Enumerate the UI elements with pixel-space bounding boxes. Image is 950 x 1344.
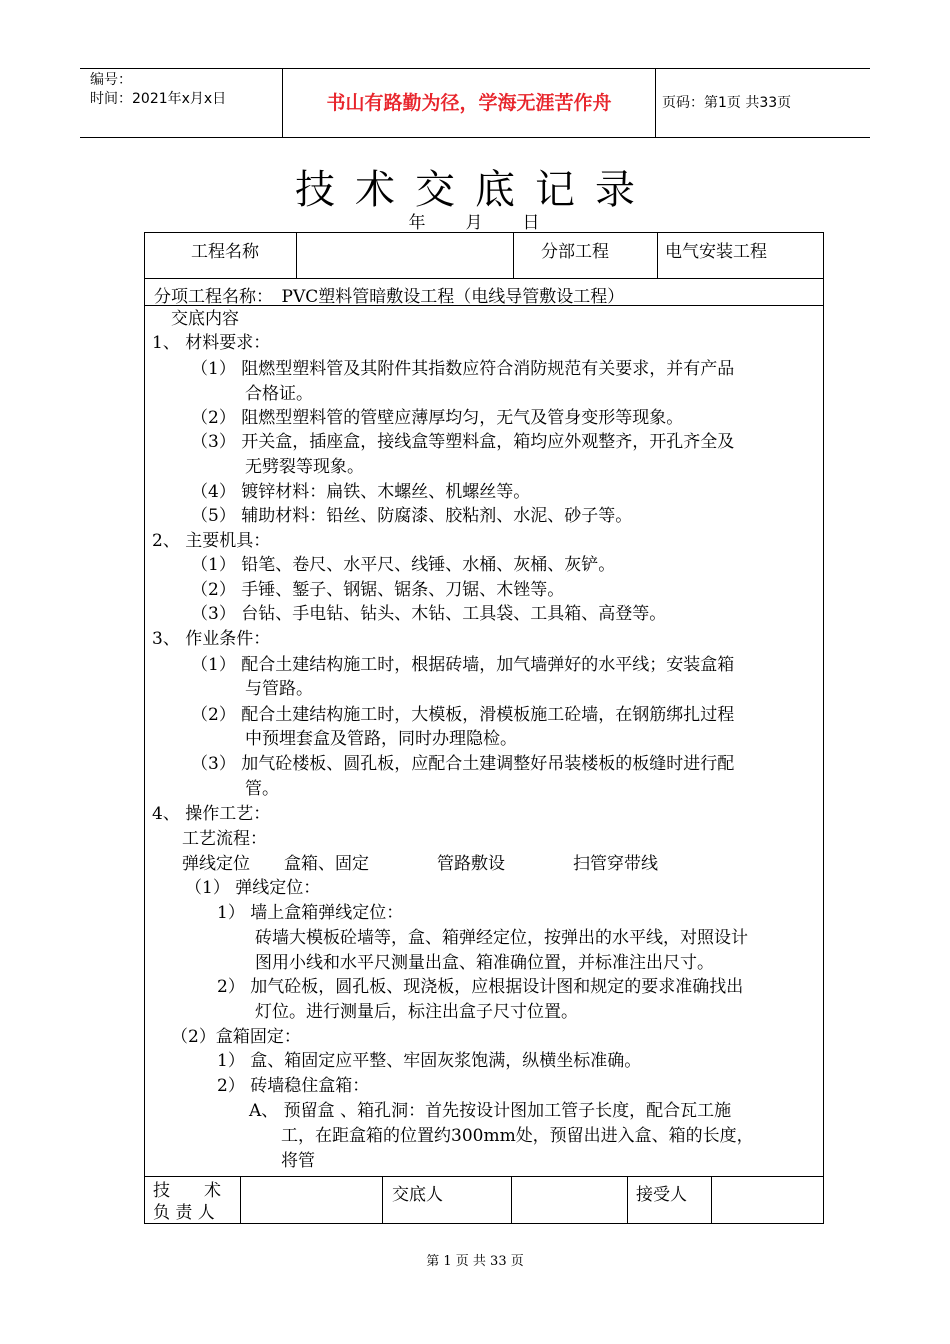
col-divider [627, 1176, 628, 1224]
row-divider [145, 278, 823, 279]
content-line: 3、 作业条件： [152, 629, 271, 649]
division-value: 电气安装工程 [665, 242, 767, 262]
tech-lead-label-line2: 负 责 人 [153, 1203, 215, 1223]
content-line: 工，在距盒箱的位置约300mm处，预留出进入盒、箱的长度， [281, 1126, 754, 1146]
col-divider [511, 1176, 512, 1224]
content-line: （3） 开关盒，插座盒，接线盒等塑料盒，箱均应外观整齐，开孔齐全及 [191, 432, 735, 452]
page-footer: 第 1 页 共 33 页 [426, 1254, 524, 1269]
content-line: （4） 镀锌材料：扁铁、木螺丝、机螺丝等。 [191, 482, 531, 502]
content-line: （2） 阻燃型塑料管的管壁应薄厚均匀，无气及管身变形等现象。 [191, 408, 684, 428]
content-line: 1） 墙上盒箱弹线定位： [217, 903, 404, 923]
header-motto: 书山有路勤为径，学海无涯苦作舟 [282, 69, 656, 137]
col-divider [240, 1176, 241, 1224]
header-page-number: 页码：第1页 共33页 [662, 95, 792, 111]
content-line: 与管路。 [245, 679, 313, 699]
content-line: （1） 配合土建结构施工时，根据砖墙，加气墙弹好的水平线；安装盒箱 [191, 655, 735, 675]
content-line: 2、 主要机具： [152, 531, 271, 551]
content-line: 将管 [281, 1151, 315, 1171]
date-line: 年 月 日 [408, 213, 542, 233]
content-line: 管。 [245, 779, 279, 799]
col-divider [657, 233, 658, 278]
content-heading: 交底内容 [171, 309, 239, 329]
col-divider [513, 233, 514, 278]
content-line: 4、 操作工艺： [152, 804, 271, 824]
content-line: 1） 盒、箱固定应平整、牢固灰浆饱满，纵横坐标准确。 [217, 1051, 642, 1071]
content-line: （3） 加气砼楼板、圆孔板，应配合土建调整好吊装楼板的板缝时进行配 [191, 754, 735, 774]
content-line: （1） 铅笔、卷尺、水平尺、线锤、水桶、灰桶、灰铲。 [191, 555, 616, 575]
col-divider [711, 1176, 712, 1224]
document-time: 时间：2021年x月x日 [90, 91, 227, 107]
content-line: （1） 阻燃型塑料管及其附件其指数应符合消防规范有关要求，并有产品 [191, 359, 735, 379]
row-divider [145, 1176, 823, 1177]
header-meta [80, 69, 282, 137]
content-line: 工艺流程： [182, 829, 267, 849]
content-line: （5） 辅助材料：铅丝、防腐漆、胶粘剂、水泥、砂子等。 [191, 506, 633, 526]
content-line: 弹线定位 盒箱、固定 管路敷设 扫管穿带线 [182, 854, 658, 874]
content-line: 2） 砖墙稳住盒箱： [217, 1076, 370, 1096]
content-line: 1、 材料要求： [152, 333, 271, 353]
project-name-label: 工程名称 [191, 242, 259, 262]
content-line: 合格证。 [245, 384, 313, 404]
tech-lead-label [153, 1180, 221, 1224]
tech-lead-label-line1: 技 术 [153, 1181, 221, 1201]
page-title: 技术交底记录 [295, 167, 655, 213]
document-header [80, 68, 870, 138]
content-line: 图用小线和水平尺测量出盒、箱准确位置，并标准注出尺寸。 [255, 953, 714, 973]
col-divider [296, 233, 297, 278]
division-label: 分部工程 [541, 242, 609, 262]
discloser-label: 交底人 [392, 1185, 443, 1205]
content-line: A、 预留盒 、箱孔洞：首先按设计图加工管子长度，配合瓦工施 [249, 1101, 732, 1121]
document-number: 编号： [90, 72, 132, 88]
content-line: 中预埋套盒及管路，同时办理隐检。 [245, 729, 517, 749]
content-line: 2） 加气砼板，圆孔板、现浇板，应根据设计图和规定的要求准确找出 [217, 977, 744, 997]
content-line: （2）盒箱固定： [171, 1027, 301, 1047]
receiver-label: 接受人 [636, 1185, 687, 1205]
content-line: （3） 台钻、手电钻、钻头、木钻、工具袋、工具箱、高登等。 [191, 604, 667, 624]
content-line: （2） 手锤、錾子、钢锯、锯条、刀锯、木锉等。 [191, 580, 565, 600]
content-line: （1） 弹线定位： [185, 878, 321, 898]
disclosure-form [144, 232, 824, 1224]
col-divider [382, 1176, 383, 1224]
content-line: 无劈裂等现象。 [245, 457, 364, 477]
content-line: 砖墙大模板砼墙等，盒、箱弹经定位，按弹出的水平线，对照设计 [255, 928, 748, 948]
subitem-name: 分项工程名称： PVC塑料管暗敷设工程（电线导管敷设工程） [154, 287, 625, 307]
content-line: （2） 配合土建结构施工时，大模板，滑模板施工砼墙，在钢筋绑扎过程 [191, 705, 735, 725]
content-line: 灯位。进行测量后，标注出盒子尺寸位置。 [255, 1002, 578, 1022]
